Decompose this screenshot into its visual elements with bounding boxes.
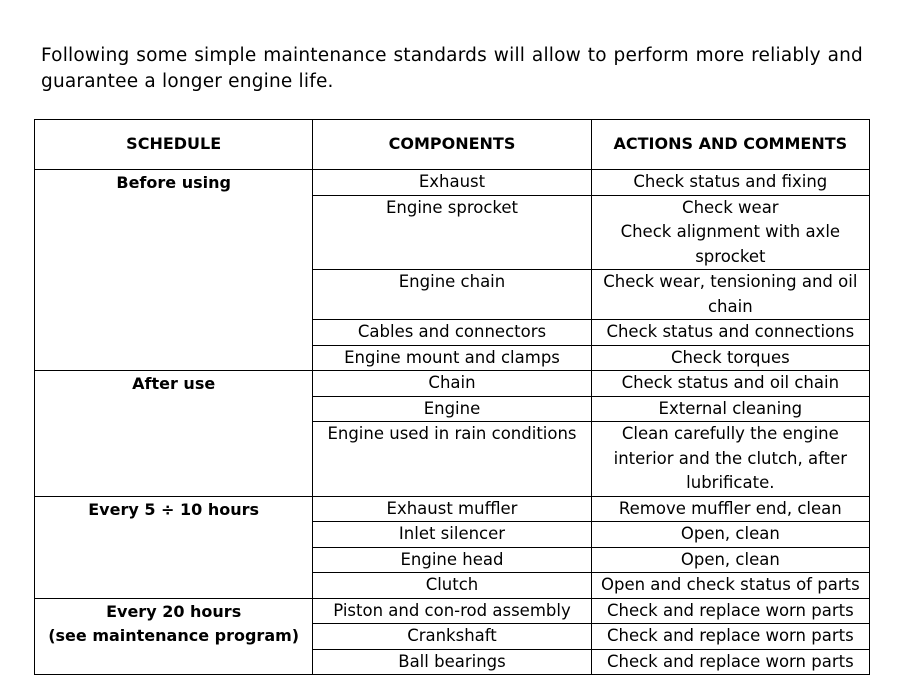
component-cell: Exhaust muffler (313, 496, 591, 522)
action-text: Check wear, tensioning and oil (603, 272, 858, 291)
action-cell (591, 371, 869, 397)
header-actions: ACTIONS AND COMMENTS (591, 120, 869, 170)
action-text: sprocket (695, 246, 766, 266)
component-cell: Cables and connectors (313, 320, 591, 346)
table-row (35, 371, 870, 397)
component-cell: Inlet silencer (313, 522, 591, 548)
intro-paragraph (41, 43, 863, 95)
table-row (35, 496, 870, 522)
action-cell (591, 195, 869, 270)
schedule-cell (35, 598, 313, 675)
action-text: Open and check status of parts (600, 575, 860, 594)
component-cell: Crankshaft (313, 624, 591, 650)
header-components: COMPONENTS (313, 120, 591, 170)
schedule-text: Every 5 ÷ 10 hours (88, 499, 260, 519)
action-text: External cleaning (658, 398, 803, 418)
schedule-cell (35, 371, 313, 497)
component-cell: Engine (313, 396, 591, 422)
intro-line-2: guarantee a longer engine life. (41, 71, 334, 92)
action-cell (591, 573, 869, 599)
schedule-text: Every 20 hours (106, 601, 242, 621)
schedule-text: Before using (116, 173, 231, 192)
component-cell: Ball bearings (313, 649, 591, 675)
action-text: lubrificate. (686, 473, 775, 492)
action-text: Check status and fixing (633, 172, 828, 191)
action-text: Check torques (670, 347, 790, 367)
action-cell (591, 345, 869, 371)
schedule-cell (35, 170, 313, 371)
component-cell: Engine sprocket (313, 195, 591, 270)
component-cell: Engine used in rain conditions (313, 422, 591, 497)
table-row (35, 170, 870, 196)
action-cell (591, 649, 869, 675)
action-text: Clean carefully the engine (621, 424, 839, 443)
table-row (35, 598, 870, 624)
action-text: Check and replace worn parts (606, 600, 854, 620)
component-cell: Engine chain (313, 270, 591, 320)
action-text: Check and replace worn parts (606, 651, 854, 671)
action-text: Check and replace worn parts (606, 626, 854, 645)
action-cell (591, 270, 869, 320)
action-text: chain (707, 296, 753, 316)
action-text: interior and the clutch, after (613, 448, 848, 468)
action-cell (591, 624, 869, 650)
intro-line-1: Following some simple maintenance standards will allow to perform more reliably and (41, 45, 863, 66)
component-cell: Piston and con-rod assembly (313, 598, 591, 624)
component-cell: Engine mount and clamps (313, 345, 591, 371)
action-text: Check alignment with axle (620, 222, 841, 241)
action-cell (591, 496, 869, 522)
component-cell: Engine head (313, 547, 591, 573)
action-cell (591, 522, 869, 548)
component-cell: Chain (313, 371, 591, 397)
action-text: Check status and connections (606, 322, 855, 341)
action-cell (591, 170, 869, 196)
schedule-text: (see maintenance program) (48, 626, 300, 645)
schedule-text: After use (132, 374, 216, 393)
action-text: Open, clean (680, 524, 780, 543)
component-cell: Clutch (313, 573, 591, 599)
action-cell (591, 547, 869, 573)
action-text: Check status and oil chain (621, 373, 840, 392)
action-cell (591, 422, 869, 497)
header-schedule: SCHEDULE (35, 120, 313, 170)
action-text: Open, clean (680, 549, 780, 569)
schedule-cell (35, 496, 313, 598)
component-cell: Exhaust (313, 170, 591, 196)
action-cell (591, 396, 869, 422)
action-text: Check wear (682, 197, 779, 217)
action-cell (591, 598, 869, 624)
table-header-row (35, 120, 870, 170)
table-body (35, 170, 870, 675)
action-cell (591, 320, 869, 346)
action-text: Remove muffler end, clean (618, 498, 842, 518)
maintenance-table (34, 119, 870, 675)
